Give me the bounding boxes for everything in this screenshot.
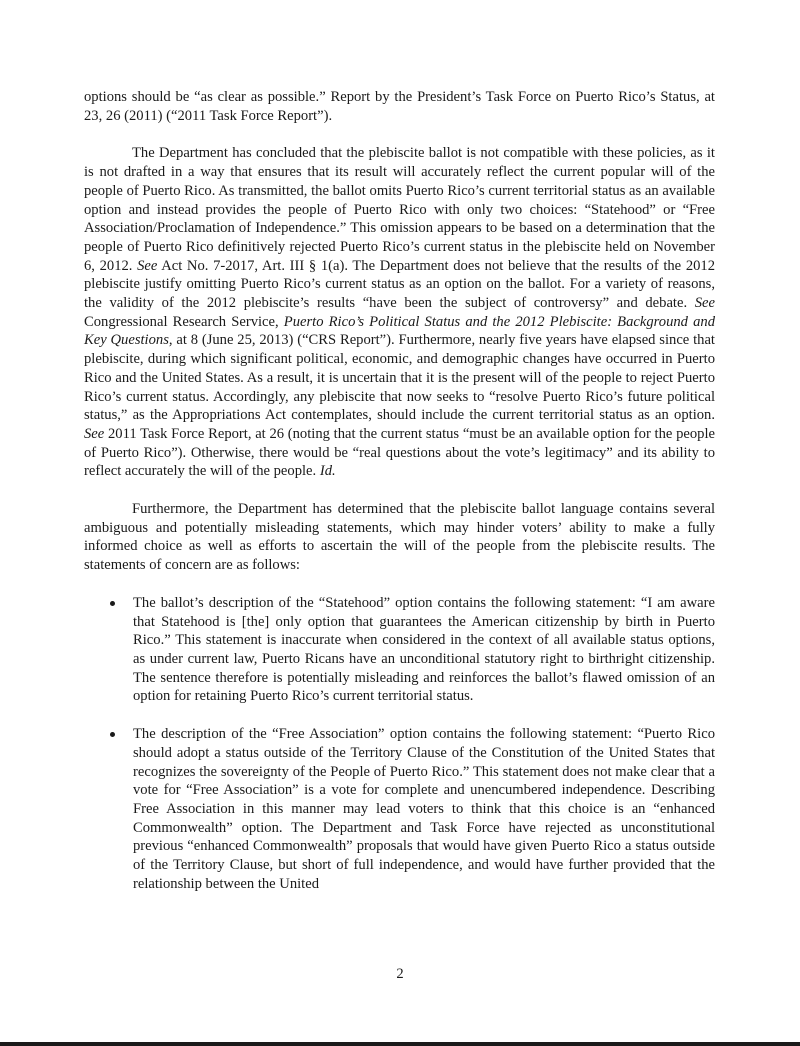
bullet-item <box>84 594 715 706</box>
bullet-item <box>84 725 715 893</box>
document-page <box>84 88 715 912</box>
italic-citation: See <box>84 425 105 442</box>
body-text <box>84 88 715 575</box>
text-run: Furthermore, the Department has determined that the plebiscite ballot language contains several ambiguous and potentially misleading statements, which may hinder voters’ ability to make a fully informed choice as well as efforts to ascertain the will of the people from the plebiscite results. The statements of concern are as follows: <box>84 501 715 574</box>
italic-citation: See <box>137 257 158 274</box>
bullet-list <box>84 594 715 894</box>
bullet-text: The description of the “Free Association” option contains the following statement: “Puerto Rico should adopt a status outside of the Territory Clause of the Constitution of the United States that recognizes the sovereignty of the People of Puerto Rico.” This statement does not make clear that a vote for “Free Association” is a vote for complete and unencumbered independence. Describing Free Association in this manner may lead voters to think that this choice is an “enhanced Commonwealth” option. The Department and Task Force have rejected as unconstitutional previous “enhanced Commonwealth” proposals that would have given Puerto Rico a status outside of the Territory Clause, but short of full independence, and would have further provided that the relationship between the United <box>133 726 715 892</box>
bullet-icon <box>110 601 115 606</box>
text-run: options should be “as clear as possible.” Report by the President’s Task Force on Puerto Rico’s Status, at 23, 26 (2011) (“2011 Task Force Report”). <box>84 89 715 124</box>
italic-citation: See <box>694 295 715 312</box>
bullet-text: The ballot’s description of the “Statehood” option contains the following statement: “I am aware that Statehood is [the] only option that guarantees the American citizenship by birth in Puerto Rico.” This statement is inaccurate when considered in the context of all available status options, as under current law, Puerto Ricans have an unconditional statutory right to birthright citizenship. The sentence therefore is potentially misleading and reinforces the ballot’s flawed omission of an option for retaining Puerto Rico’s current territorial status. <box>133 594 715 705</box>
page-number: 2 <box>396 966 404 982</box>
bottom-edge-divider <box>0 1042 800 1046</box>
body-paragraph <box>84 88 715 125</box>
body-paragraph <box>84 144 715 481</box>
text-run: 2011 Task Force Report, at 26 (noting that the current status “must be an available option for the people of Puerto Rico”). Otherwise, there would be “real questions about the vote’s legitimacy” and its ability to reflect accurately the will of the people. <box>84 425 715 480</box>
text-run: Act No. 7-2017, Art. III § 1(a). The Department does not believe that the results of the 2012 plebiscite justify omitting Puerto Rico’s current status as an option on the ballot. For a variety of reasons, the validity of the 2012 plebiscite’s results “have been the subject of controversy” and debate. <box>84 257 716 312</box>
italic-citation: Id. <box>319 463 336 480</box>
italic-citation: Puerto Rico’s Political Status and the 2012 Plebiscite: Background and Key Questions <box>84 313 715 349</box>
bullet-icon <box>110 732 115 737</box>
body-paragraph <box>84 500 715 575</box>
text-run: The Department has concluded that the plebiscite ballot is not compatible with these policies, as it is not drafted in a way that ensures that its result will accurately reflect the current popular will of the people of Puerto Rico. As transmitted, the ballot omits Puerto Rico’s current territorial status as an available option and instead provides the people of Puerto Rico with only two choices: “Statehood” or “Free Association/Proclamation of Independence.” This omission appears to be based on a determination that the people of Puerto Rico definitively rejected Puerto Rico’s current status in the plebiscite held on November 6, 2012. <box>84 145 715 274</box>
text-run: , at 8 (June 25, 2013) (“CRS Report”). Furthermore, nearly five years have elapsed since that plebiscite, during which significant political, economic, and demographic changes have occurred in Puerto Rico and the United States. As a result, it is uncertain that it is the present will of the people to reject Puerto Rico’s current status. Accordingly, any plebiscite that now seeks to “resolve Puerto Rico’s future political status,” as the Appropriations Act contemplates, should include the current territorial status as an option. <box>84 332 715 424</box>
text-run: Congressional Research Service, <box>84 313 284 330</box>
